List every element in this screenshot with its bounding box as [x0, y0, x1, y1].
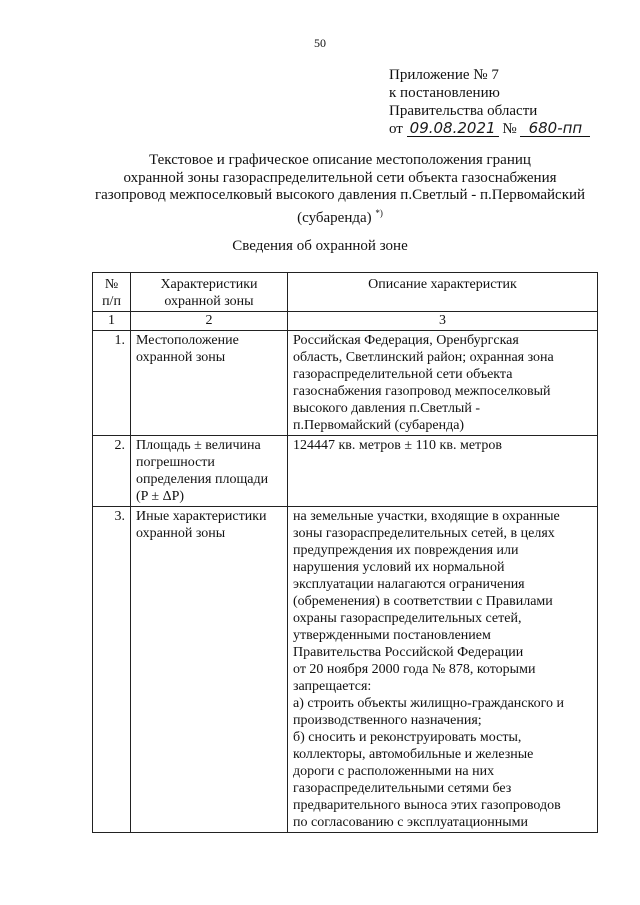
- title-line: Текстовое и графическое описание местоположения границ: [149, 152, 531, 168]
- index-cell: 1: [93, 312, 131, 331]
- description-line: а) строить объекты жилищно-гражданского и: [293, 696, 564, 711]
- description-line: высокого давления п.Светлый -: [293, 401, 480, 416]
- row-characteristic: Местоположение охранной зоны: [131, 331, 288, 436]
- description-line: эксплуатации налагаются ограничения: [293, 577, 525, 592]
- title-line: [70, 205, 610, 228]
- description-line: предварительного выноса этих газопроводов: [293, 798, 561, 813]
- appendix-title: Приложение № 7: [389, 67, 499, 83]
- header-characteristic: Характеристики охранной зоны: [131, 273, 288, 312]
- description-line: от 20 ноября 2000 года № 878, которыми: [293, 662, 536, 677]
- description-line: зоны газораспределительных сетей, в целях: [293, 526, 555, 541]
- row-number: 2.: [93, 436, 131, 507]
- section-subtitle: Сведения об охранной зоне: [232, 238, 408, 254]
- description-line: газораспределительной сети объекта: [293, 367, 513, 382]
- row-characteristic: Площадь ± величина погрешности определения площади (P ± ΔP): [131, 436, 288, 507]
- appendix-line: к постановлению: [389, 85, 500, 101]
- page-number: 50: [314, 36, 326, 50]
- title-line: охранной зоны газораспределительной сети объекта газоснабжения: [123, 169, 557, 186]
- number-prefix: №: [502, 121, 517, 137]
- appendix-block: [389, 66, 590, 138]
- document-title: [70, 152, 610, 227]
- title-line-text: (субаренда): [297, 209, 372, 226]
- description-line: газоснабжения газопровод межпоселковый: [293, 384, 551, 399]
- date-prefix: от: [389, 121, 403, 137]
- index-cell: 2: [131, 312, 288, 331]
- title-line: газопровод межпоселковый высокого давления п.Светлый - п.Первомайский: [94, 187, 586, 203]
- description-line: охраны газораспределительных сетей,: [293, 611, 522, 626]
- header-number: № п/п: [93, 273, 131, 312]
- description-line: п.Первомайский (субаренда): [293, 418, 465, 433]
- handwritten-number: 680-пп: [520, 121, 590, 137]
- table-row: [93, 436, 598, 507]
- description-line: запрещается:: [293, 679, 372, 694]
- protection-zone-table: [92, 272, 598, 833]
- description-line: Правительства Российской Федерации: [293, 645, 524, 660]
- description-line: область, Светлинский район; охранная зона: [293, 350, 554, 365]
- description-line: предупреждения их повреждения или: [293, 543, 519, 558]
- description-line: на земельные участки, входящие в охранные: [293, 509, 560, 524]
- description-line: 124447 кв. метров ± 110 кв. метров: [293, 438, 502, 453]
- appendix-date-line: [389, 120, 590, 138]
- table-row: [93, 507, 598, 833]
- description-line: (обременения) в соответствии с Правилами: [293, 594, 553, 609]
- description-line: нарушения условий их нормальной: [293, 560, 505, 575]
- table-header-row: [93, 273, 598, 312]
- row-description: [288, 331, 598, 436]
- description-line: Российская Федерация, Оренбургская: [293, 333, 519, 348]
- description-line: б) сносить и реконструировать мосты,: [293, 730, 522, 745]
- index-cell: 3: [288, 312, 598, 331]
- description-line: дороги с расположенными на них: [293, 764, 495, 779]
- description-line: газораспределительными сетями без: [293, 781, 512, 796]
- row-characteristic: Иные характеристики охранной зоны: [131, 507, 288, 833]
- table-row: [93, 331, 598, 436]
- description-line: коллекторы, автомобильные и железные: [293, 747, 534, 762]
- description-line: по согласованию с эксплуатационными: [293, 815, 528, 830]
- table-index-row: [93, 312, 598, 331]
- description-line: утвержденными постановлением: [293, 628, 491, 643]
- row-description: [288, 507, 598, 833]
- appendix-line: Правительства области: [389, 103, 538, 119]
- handwritten-date: 09.08.2021: [407, 121, 499, 137]
- header-description: Описание характеристик: [288, 273, 598, 312]
- row-number: 3.: [93, 507, 131, 833]
- row-description: [288, 436, 598, 507]
- description-line: производственного назначения;: [293, 713, 482, 728]
- footnote-mark: *): [375, 207, 383, 218]
- row-number: 1.: [93, 331, 131, 436]
